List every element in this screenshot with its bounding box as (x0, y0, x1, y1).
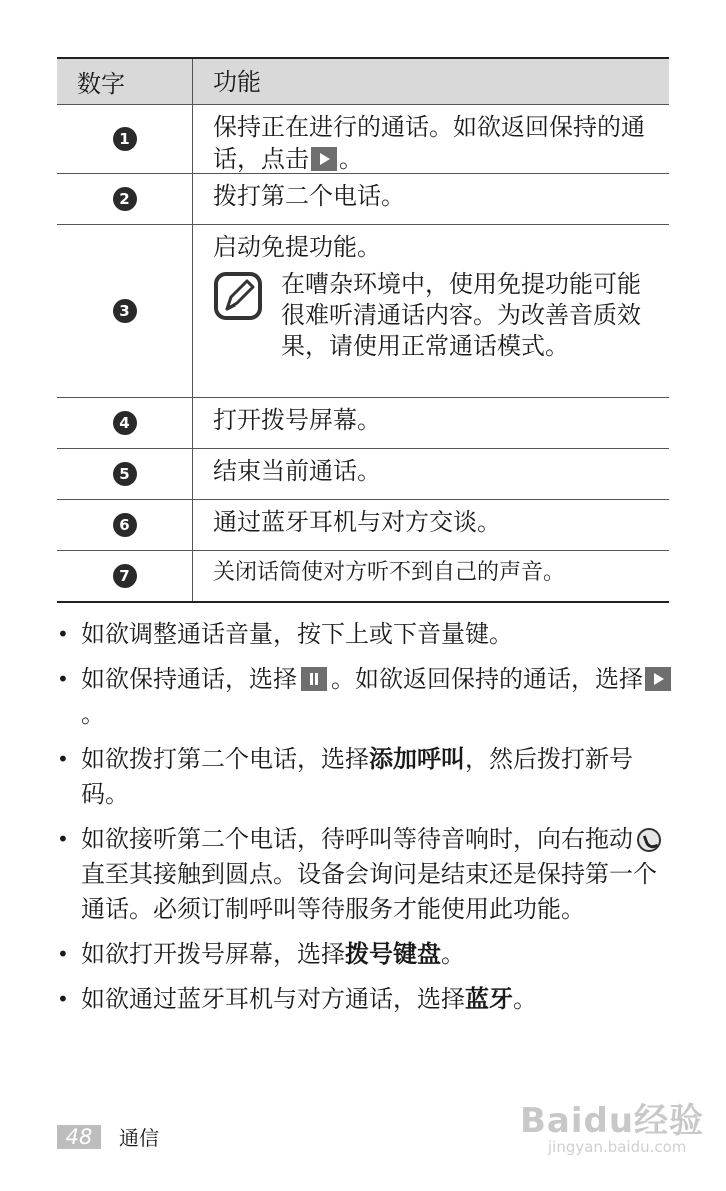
row-text: 启动免提功能。 在嘈杂环境中，使用免提功能可能很难听清通话内容。为改善音质效果，请使用正常通话模式。 (193, 225, 669, 397)
play-icon (645, 667, 671, 691)
list-item: • 如欲拨打第二个电话，选择添加呼叫，然后拨打新号码。 (57, 742, 677, 812)
table-row (57, 448, 669, 499)
page-footer (57, 1122, 159, 1151)
note-pencil-icon (213, 271, 263, 321)
table-row (57, 499, 669, 550)
list-item: • 如欲保持通话，选择 。如欲返回保持的通话，选择。 (57, 662, 677, 732)
table-row (57, 224, 669, 397)
row-text: 打开拨号屏幕。 (213, 406, 381, 434)
watermark-url: jingyan.baidu.com (548, 1138, 687, 1156)
table-row (57, 173, 669, 224)
row-text: 保持正在进行的通话。如欲返回保持的通话，点击 。 (213, 113, 645, 173)
table-row (57, 104, 669, 173)
tips-list (57, 617, 677, 1027)
play-icon (311, 147, 337, 171)
bullet-dot: • (57, 827, 69, 851)
header-number: 数字 (57, 59, 193, 104)
bullet-dot: • (57, 987, 69, 1011)
number-badge: 6 (113, 513, 137, 537)
table-row (57, 550, 669, 601)
list-item: • 如欲通过蓝牙耳机与对方通话，选择蓝牙。 (57, 982, 677, 1017)
row-text: 关闭话筒使对方听不到自己的声音。 (213, 560, 566, 585)
page-number: 48 (57, 1125, 101, 1149)
list-item: • 如欲打开拨号屏幕，选择拨号键盘。 (57, 937, 677, 972)
list-item: • 如欲接听第二个电话，待呼叫等待音响时，向右拖动直至其接触到圆点。设备会询问是结束还是保持第一个通话。必须订制呼叫等待服务才能使用此功能。 (57, 822, 677, 927)
number-badge: 4 (113, 411, 137, 435)
note-text: 在嘈杂环境中，使用免提功能可能很难听清通话内容。为改善音质效果，请使用正常通话模式。 (281, 270, 641, 360)
row-text: 结束当前通话。 (213, 457, 381, 485)
section-title: 通信 (119, 1126, 159, 1150)
header-function: 功能 (213, 67, 261, 96)
list-item: • 如欲调整通话音量，按下上或下音量键。 (57, 617, 677, 652)
bullet-dot: • (57, 747, 69, 771)
number-badge: 1 (113, 127, 137, 151)
row-text: 通过蓝牙耳机与对方交谈。 (213, 508, 501, 536)
number-badge: 2 (113, 187, 137, 211)
note-box (213, 269, 649, 362)
bullet-dot: • (57, 667, 69, 691)
bullet-dot: • (57, 622, 69, 646)
number-badge: 5 (113, 462, 137, 486)
function-table (57, 57, 669, 603)
number-badge: 7 (113, 564, 137, 588)
watermark-logo: Baidu经验 (520, 1101, 705, 1141)
phone-answer-icon (637, 828, 661, 852)
add-call-label: 添加呼叫 (369, 745, 465, 773)
table-row (57, 397, 669, 448)
number-badge: 3 (113, 299, 137, 323)
bullet-dot: • (57, 942, 69, 966)
row-text: 拨打第二个电话。 (213, 182, 405, 210)
bluetooth-label: 蓝牙 (465, 985, 513, 1013)
pause-icon (301, 667, 327, 691)
table-header (57, 59, 669, 104)
dialpad-label: 拨号键盘 (345, 940, 441, 968)
